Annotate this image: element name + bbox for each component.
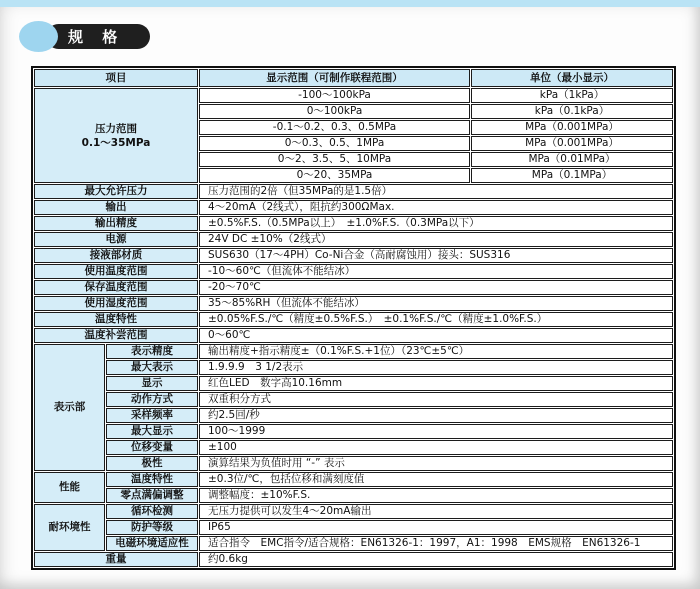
spec-row xyxy=(34,312,673,327)
group-sub-label: 电磁环境适应性 xyxy=(106,536,198,551)
col-header-unit: 单位（最小显示） xyxy=(471,69,673,87)
group-sub-label: 表示精度 xyxy=(106,344,198,359)
pressure-unit-value: MPa（0.001MPa） xyxy=(471,120,673,135)
group-row-value: 100～1999 xyxy=(199,424,673,439)
spec-row-label: 输出精度 xyxy=(34,216,198,231)
col-header-item: 项目 xyxy=(34,69,198,87)
spec-table xyxy=(31,66,676,570)
pressure-unit-value: kPa（1kPa） xyxy=(471,88,673,103)
spec-row-value: 0～60℃ xyxy=(199,328,673,343)
group-row-value: 演算结果为负值时用 “-” 表示 xyxy=(199,456,673,471)
group-row-value: 双重积分方式 xyxy=(199,392,673,407)
pressure-unit-value: MPa（0.01MPa） xyxy=(471,152,673,167)
spec-row xyxy=(34,232,673,247)
group-sub-label: 动作方式 xyxy=(106,392,198,407)
pressure-display-value: 0～0.3、0.5、1MPa xyxy=(199,136,470,151)
group-row-value: 适合指令 EMC指令/适合规格：EN61326-1：1997，A1：1998 EMS规格 EN61326-1 xyxy=(199,536,673,551)
group-row xyxy=(34,376,673,391)
pressure-display-value: -100～100kPa xyxy=(199,88,470,103)
section-title-badge xyxy=(46,24,150,49)
group-row xyxy=(34,456,673,471)
group-row xyxy=(34,440,673,455)
group-row-value: IP65 xyxy=(199,520,673,535)
group-row-value: 无压力提供可以发生4～20mA输出 xyxy=(199,504,673,519)
pressure-unit-value: MPa（0.001MPa） xyxy=(471,136,673,151)
spec-row-value: ±0.05%F.S./℃（精度±0.5%F.S.） ±0.1%F.S./℃（精度±1.0%F.S.） xyxy=(199,312,673,327)
group-row-value: ±100 xyxy=(199,440,673,455)
weight-value: 约0.6kg xyxy=(199,552,673,567)
spec-row-label: 使用湿度范围 xyxy=(34,296,198,311)
spec-row-label: 保存温度范围 xyxy=(34,280,198,295)
title-bullet-circle xyxy=(19,21,58,52)
pressure-display-value: 0～20、35MPa xyxy=(199,168,470,183)
spec-row-value: -20～70℃ xyxy=(199,280,673,295)
group-row-value: 约2.5回/秒 xyxy=(199,408,673,423)
group-label-display-section: 表示部 xyxy=(34,344,105,471)
spec-row-label: 接液部材质 xyxy=(34,248,198,263)
spec-row-value: 压力范围的2倍（但35MPa的是1.5倍） xyxy=(199,184,673,199)
group-row xyxy=(34,424,673,439)
spec-row-label: 温度补尝范围 xyxy=(34,328,198,343)
spec-row-label: 电源 xyxy=(34,232,198,247)
group-row-value: 1.9.9.9 3 1/2表示 xyxy=(199,360,673,375)
spec-row-value: ±0.5%F.S.（0.5MPa以上） ±1.0%F.S.（0.3MPa以下） xyxy=(199,216,673,231)
section-title: 规 格 xyxy=(68,28,125,46)
group-sub-label: 极性 xyxy=(106,456,198,471)
group-sub-label: 零点满偏调整 xyxy=(106,488,198,503)
group-row-value: 输出精度+指示精度±（0.1%F.S.+1位）（23℃±5℃） xyxy=(199,344,673,359)
group-row xyxy=(34,408,673,423)
group-sub-label: 显示 xyxy=(106,376,198,391)
group-label-performance: 性能 xyxy=(34,472,105,503)
group-row xyxy=(34,392,673,407)
spec-row xyxy=(34,280,673,295)
group-row-value: 调整幅度：±10%F.S. xyxy=(199,488,673,503)
group-sub-label: 循环检测 xyxy=(106,504,198,519)
group-row xyxy=(34,360,673,375)
group-row xyxy=(34,504,673,519)
group-row xyxy=(34,472,673,487)
spec-row xyxy=(34,264,673,279)
table-header-row xyxy=(34,69,673,87)
spec-row-value: SUS630（17～4PH）Co-Ni合金（高耐腐蚀用）接头：SUS316 xyxy=(199,248,673,263)
spec-row-label: 使用温度范围 xyxy=(34,264,198,279)
group-sub-label: 最大显示 xyxy=(106,424,198,439)
group-sub-label: 最大表示 xyxy=(106,360,198,375)
pressure-row xyxy=(34,88,673,103)
spec-row-label: 输出 xyxy=(34,200,198,215)
pressure-unit-value: MPa（0.1MPa） xyxy=(471,168,673,183)
pressure-display-value: 0～2、3.5、5、10MPa xyxy=(199,152,470,167)
pressure-unit-value: kPa（0.1kPa） xyxy=(471,104,673,119)
weight-label: 重量 xyxy=(34,552,198,567)
spec-row-value: 35～85%RH（但流体不能结冰） xyxy=(199,296,673,311)
spec-row-label: 最大允许压力 xyxy=(34,184,198,199)
spec-row-value: 24V DC ±10%（2线式） xyxy=(199,232,673,247)
top-accent-bar xyxy=(0,0,700,7)
spec-row xyxy=(34,328,673,343)
col-header-display-range: 显示范围（可制作联程范围） xyxy=(199,69,470,87)
spec-row xyxy=(34,200,673,215)
pressure-display-value: 0～100kPa xyxy=(199,104,470,119)
spec-row xyxy=(34,296,673,311)
pressure-range-title: 压力范围 xyxy=(95,122,137,135)
group-sub-label: 防护等级 xyxy=(106,520,198,535)
group-row xyxy=(34,536,673,551)
group-sub-label: 位移变量 xyxy=(106,440,198,455)
spec-row xyxy=(34,184,673,199)
group-row xyxy=(34,488,673,503)
group-sub-label: 采样频率 xyxy=(106,408,198,423)
group-sub-label: 温度特性 xyxy=(106,472,198,487)
group-row xyxy=(34,520,673,535)
spec-row xyxy=(34,552,673,567)
spec-row xyxy=(34,216,673,231)
spec-row-value: -10～60℃（但流体不能结冰） xyxy=(199,264,673,279)
group-label-environment: 耐环境性 xyxy=(34,504,105,551)
group-row-value: ±0.3位/℃，包括位移和满刻度值 xyxy=(199,472,673,487)
pressure-range-label xyxy=(34,88,198,183)
pressure-range-span: 0.1～35MPa xyxy=(81,136,151,149)
pressure-display-value: -0.1～0.2、0.3、0.5MPa xyxy=(199,120,470,135)
spec-row-value: 4～20mA（2线式），阻抗约300ΩMax. xyxy=(199,200,673,215)
group-row xyxy=(34,344,673,359)
group-row-value: 红色LED 数字高10.16mm xyxy=(199,376,673,391)
spec-row-label: 温度特性 xyxy=(34,312,198,327)
spec-row xyxy=(34,248,673,263)
